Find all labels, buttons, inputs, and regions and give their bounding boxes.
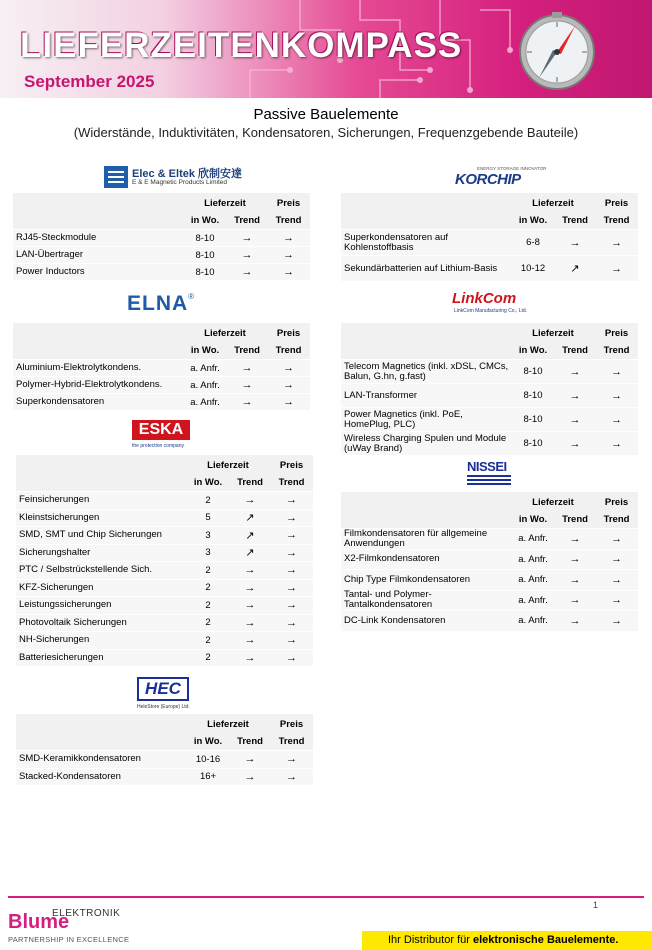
col-lieferzeit: Lieferzeit	[207, 718, 249, 730]
footer-slogan	[388, 934, 618, 946]
lead-time: 16+	[199, 771, 217, 783]
price-trend: →	[286, 581, 297, 594]
col-trend: Trend	[237, 476, 263, 488]
lead-time-trend: →	[569, 594, 581, 607]
table-header	[13, 193, 310, 229]
price-trend: →	[283, 232, 294, 244]
table-row	[16, 544, 313, 562]
table-hec	[16, 714, 313, 785]
table-linkcom	[341, 323, 638, 455]
eleceltek-logo	[104, 165, 254, 189]
col-preis: Preis	[604, 327, 629, 339]
table-row	[16, 509, 313, 527]
lead-time: a. Anfr.	[518, 615, 548, 627]
lead-time: 8-10	[195, 249, 215, 261]
col-preis-trend: Trend	[603, 344, 630, 356]
product-name: PTC / Selbstrückstellende Sich.	[19, 564, 153, 576]
footer-partnership: PARTNERSHIP IN EXCELLENCE	[8, 935, 130, 944]
product-name: Feinsicherungen	[19, 494, 90, 506]
lead-time: 8-10	[523, 414, 543, 425]
price-trend: →	[611, 532, 622, 545]
col-lieferzeit: Lieferzeit	[204, 197, 246, 209]
linkcom-name: LinkCom	[452, 290, 517, 307]
korchip-logo	[455, 166, 547, 188]
col-preis: Preis	[279, 718, 304, 730]
col-trend: Trend	[562, 214, 588, 226]
lead-time: 10-16	[195, 753, 221, 765]
eleceltek-name: Elec & Eltek	[132, 168, 195, 180]
col-lieferzeit: Lieferzeit	[532, 197, 574, 209]
lead-time-trend: →	[244, 581, 256, 594]
col-preis-trend: Trend	[278, 476, 305, 488]
linkcom-subtitle: LinkCom Manufacturing Co., Ltd.	[454, 308, 528, 314]
product-name: Power Inductors	[16, 266, 85, 278]
col-preis-trend: Trend	[603, 513, 630, 525]
product-name: SMD, SMT und Chip Sicherungen	[19, 529, 162, 541]
product-name: Sekundärbatterien auf Lithium-Basis	[344, 262, 498, 274]
compass-icon	[517, 12, 597, 92]
table-row	[341, 359, 638, 383]
korchip-name: KORCHIP	[455, 171, 521, 188]
product-name: Power Magnetics (inkl. PoE, HomePlug, PLC)	[344, 408, 463, 430]
table-eleceltek	[13, 193, 310, 280]
table-row	[341, 610, 638, 631]
table-row	[341, 590, 638, 611]
eleceltek-mark-icon	[104, 166, 128, 188]
lead-time-trend: →	[244, 616, 256, 629]
col-trend: Trend	[562, 513, 588, 525]
footer-slogan-text: Ihr Distributor für	[388, 934, 473, 946]
lead-time: 8-10	[195, 266, 215, 278]
lead-time-trend: →	[244, 564, 256, 577]
linkcom-logo	[452, 290, 544, 318]
col-lieferzeit: Lieferzeit	[204, 327, 246, 339]
elna-name: ELNA	[127, 292, 189, 315]
table-row	[13, 359, 310, 376]
table-header	[16, 714, 313, 750]
table-row	[16, 596, 313, 614]
table-row	[16, 526, 313, 544]
table-row	[16, 649, 313, 667]
price-trend: →	[611, 437, 622, 450]
lead-time-trend: →	[241, 362, 253, 374]
price-trend: →	[611, 594, 622, 607]
product-name: DC-Link Kondensatoren	[344, 614, 446, 626]
price-trend: →	[286, 494, 297, 507]
col-trend: Trend	[234, 214, 260, 226]
col-lieferzeit: Lieferzeit	[207, 459, 249, 471]
product-name: KFZ-Sicherungen	[19, 581, 94, 593]
price-trend: →	[283, 362, 294, 374]
price-trend: →	[611, 389, 622, 402]
lead-time: 2	[205, 652, 211, 664]
table-row	[16, 491, 313, 509]
price-trend: →	[611, 365, 622, 378]
col-lieferzeit: Lieferzeit	[532, 496, 574, 508]
lead-time-trend: →	[244, 770, 256, 783]
nissei-name: NISSEI	[467, 459, 507, 474]
price-trend: →	[283, 249, 294, 261]
product-name: Stacked-Kondensatoren	[19, 770, 121, 782]
elna-registered: ®	[188, 292, 195, 301]
col-preis: Preis	[276, 197, 301, 209]
col-in-wo: in Wo.	[190, 214, 220, 226]
price-trend: →	[283, 266, 294, 278]
footer-blume-logo: Blume	[8, 911, 70, 933]
korchip-tagline: ENERGY STORAGE INNOVATOR	[477, 166, 547, 171]
col-trend: Trend	[237, 735, 263, 747]
table-header	[341, 492, 638, 528]
lead-time-trend: →	[244, 634, 256, 647]
table-row	[341, 549, 638, 570]
table-row	[16, 768, 313, 786]
price-trend: →	[286, 529, 297, 542]
price-trend: →	[611, 553, 622, 566]
product-name: Wireless Charging Spulen und Module (uWay Brand)	[344, 432, 507, 454]
price-trend: →	[611, 614, 622, 627]
lead-time-trend: →	[569, 614, 581, 627]
section-title: Passive Bauelemente	[253, 106, 399, 123]
eleceltek-subtitle: E & E Magnetic Products Limited	[132, 179, 228, 186]
lead-time-trend: →	[569, 532, 581, 545]
product-name: Telecom Magnetics (inkl. xDSL, CMCs, Balun, G.hn, g.fast)	[344, 360, 509, 382]
hec-subtitle: HeleStore (Europe) Ltd.	[137, 704, 190, 710]
price-trend: →	[286, 770, 297, 783]
footer-elektronik: ELEKTRONIK	[52, 908, 121, 919]
col-trend: Trend	[234, 344, 260, 356]
lead-time-trend: →	[241, 232, 253, 244]
price-trend: →	[286, 599, 297, 612]
lead-time: a. Anfr.	[518, 553, 548, 565]
table-nissei	[341, 492, 638, 631]
eska-logo	[132, 420, 192, 454]
table-row	[16, 579, 313, 597]
lead-time-trend: →	[569, 553, 581, 566]
nissei-logo	[467, 460, 511, 488]
lead-time: 2	[205, 582, 211, 594]
lead-time-trend: →	[244, 599, 256, 612]
product-name: Leistungssicherungen	[19, 599, 112, 611]
col-preis: Preis	[276, 327, 301, 339]
table-row	[341, 407, 638, 431]
lead-time: a. Anfr.	[518, 574, 548, 586]
product-name: Superkondensatoren auf Kohlenstoffbasis	[344, 231, 449, 253]
table-korchip	[341, 193, 638, 281]
product-name: RJ45-Steckmodule	[16, 232, 97, 244]
col-in-wo: in Wo.	[193, 735, 223, 747]
price-trend: →	[283, 379, 294, 391]
table-row	[341, 383, 638, 407]
col-preis: Preis	[604, 197, 629, 209]
page-title: LIEFERZEITENKOMPASS	[20, 26, 463, 65]
price-trend: →	[286, 616, 297, 629]
price-trend: →	[286, 753, 297, 766]
lead-time: a. Anfr.	[190, 396, 220, 408]
col-in-wo: in Wo.	[518, 513, 548, 525]
price-trend: →	[611, 413, 622, 426]
lead-time-trend: →	[569, 573, 581, 586]
table-row	[341, 528, 638, 549]
lead-time: 8-10	[195, 232, 215, 244]
col-preis-trend: Trend	[275, 214, 302, 226]
lead-time: 8-10	[523, 438, 543, 449]
col-in-wo: in Wo.	[193, 476, 223, 488]
table-header	[341, 193, 638, 229]
price-trend: →	[286, 651, 297, 664]
lead-time-trend: →	[244, 494, 256, 507]
product-name: Filmkondensatoren für allgemeine Anwendungen	[344, 527, 488, 549]
product-name: Chip Type Filmkondensatoren	[344, 573, 471, 585]
lead-time: 2	[205, 494, 211, 506]
col-in-wo: in Wo.	[518, 214, 548, 226]
eleceltek-cjk: 欣制安達	[198, 168, 243, 180]
product-name: LAN-Transformer	[344, 389, 418, 401]
lead-time-trend: →	[569, 236, 581, 249]
table-row	[13, 246, 310, 263]
price-trend: →	[286, 634, 297, 647]
lead-time-trend: ↗	[245, 529, 255, 542]
eska-name: ESKA	[132, 420, 190, 440]
product-name: LAN-Übertrager	[16, 249, 84, 261]
lead-time: 3	[205, 547, 211, 559]
lead-time: a. Anfr.	[518, 533, 548, 545]
lead-time: 8-10	[523, 366, 543, 377]
lead-time: 5	[205, 512, 211, 524]
eska-subtitle: the protection company	[132, 443, 184, 449]
footer-slogan-bold: elektronische Bauelemente.	[472, 934, 619, 946]
lead-time: 2	[205, 599, 211, 611]
lead-time: 3	[205, 529, 211, 541]
price-trend: →	[283, 396, 294, 408]
table-row	[16, 614, 313, 632]
lead-time: a. Anfr.	[190, 379, 220, 391]
table-row	[16, 631, 313, 649]
header-banner	[0, 0, 652, 98]
col-in-wo: in Wo.	[518, 344, 548, 356]
col-trend: Trend	[562, 344, 588, 356]
lead-time: a. Anfr.	[190, 362, 220, 374]
table-header	[13, 323, 310, 359]
lead-time-trend: →	[569, 437, 581, 450]
table-header	[341, 323, 638, 359]
col-in-wo: in Wo.	[190, 344, 220, 356]
table-row	[341, 431, 638, 455]
lead-time-trend: →	[569, 389, 581, 402]
table-row	[13, 393, 310, 410]
product-name: Polymer-Hybrid-Elektrolytkondens.	[16, 379, 163, 391]
table-eska	[16, 455, 313, 666]
table-row	[13, 263, 310, 280]
lead-time: 8-10	[523, 390, 543, 401]
product-name: Batteriesicherungen	[19, 651, 104, 663]
product-name: Superkondensatoren	[16, 396, 105, 408]
hec-name: HEC	[137, 677, 189, 701]
page-number: 1	[593, 900, 599, 910]
table-row	[341, 229, 638, 255]
lead-time: 2	[205, 617, 211, 629]
lead-time: 10-12	[520, 263, 546, 274]
price-trend: →	[611, 573, 622, 586]
lead-time-trend: ↗	[570, 263, 580, 275]
section-subtitle: (Widerstände, Induktivitäten, Kondensatoren, Sicherungen, Frequenzgebende Bauteile)	[73, 125, 579, 140]
lead-time-trend: →	[244, 651, 256, 664]
price-trend: →	[611, 262, 622, 275]
lead-time-trend: →	[241, 396, 253, 408]
report-date: September 2025	[24, 72, 155, 91]
price-trend: →	[286, 564, 297, 577]
hec-logo	[137, 677, 197, 711]
lead-time-trend: ↗	[245, 547, 255, 560]
table-row	[13, 229, 310, 246]
lead-time-trend: →	[569, 365, 581, 378]
col-lieferzeit: Lieferzeit	[532, 327, 574, 339]
lead-time-trend: →	[241, 379, 253, 391]
price-trend: →	[286, 511, 297, 524]
lead-time-trend: →	[241, 266, 253, 278]
product-name: Kleinstsicherungen	[19, 511, 100, 523]
col-preis: Preis	[604, 496, 629, 508]
table-row	[13, 376, 310, 393]
table-elna	[13, 323, 310, 410]
table-header	[16, 455, 313, 491]
lead-time-trend: →	[244, 753, 256, 766]
lead-time: 2	[205, 634, 211, 646]
table-row	[341, 255, 638, 281]
price-trend: →	[286, 546, 297, 559]
lead-time-trend: →	[569, 413, 581, 426]
lead-time-trend: ↗	[245, 512, 255, 525]
lead-time: a. Anfr.	[518, 594, 548, 606]
col-preis-trend: Trend	[278, 735, 305, 747]
col-preis-trend: Trend	[603, 214, 630, 226]
product-name: Aluminium-Elektrolytkondens.	[16, 362, 142, 374]
product-name: X2-Filmkondensatoren	[344, 553, 440, 565]
price-trend: →	[611, 236, 622, 249]
product-name: SMD-Keramikkondensatoren	[19, 753, 141, 765]
col-preis-trend: Trend	[275, 344, 302, 356]
elna-logo	[127, 292, 217, 316]
footer-divider	[8, 896, 644, 898]
lead-time: 6-8	[526, 237, 540, 248]
table-row	[16, 750, 313, 768]
product-name: Sicherungshalter	[19, 546, 91, 558]
col-preis: Preis	[279, 459, 304, 471]
product-name: NH-Sicherungen	[19, 634, 90, 646]
table-row	[16, 561, 313, 579]
product-name: Photovoltaik Sicherungen	[19, 616, 127, 628]
lead-time-trend: →	[241, 249, 253, 261]
table-row	[341, 569, 638, 590]
product-name: Tantal- und Polymer-Tantalkondensatoren	[344, 589, 433, 611]
lead-time: 2	[205, 564, 211, 576]
